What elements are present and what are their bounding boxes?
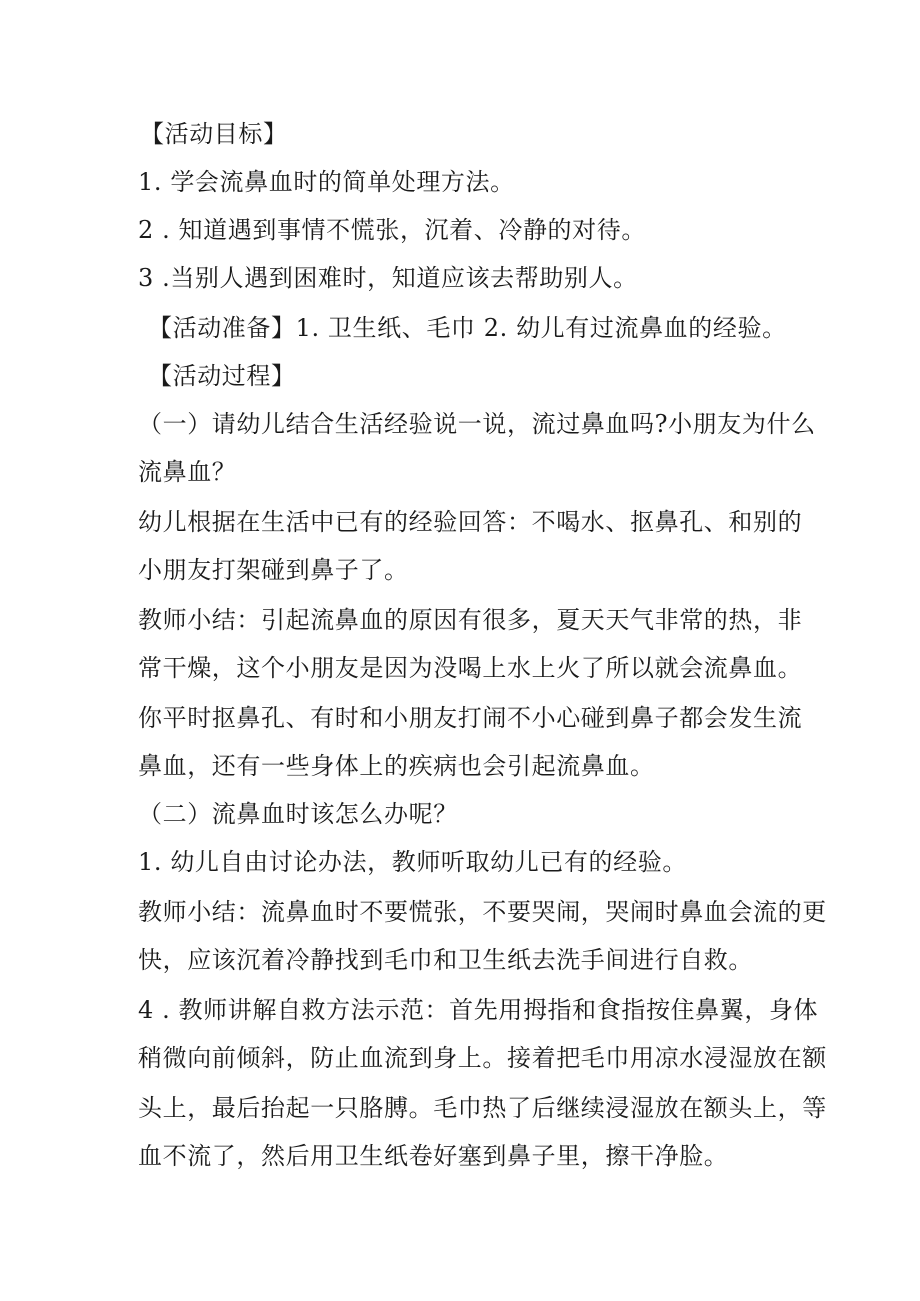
part1-question-line-2: 流鼻血？: [138, 458, 237, 486]
part2-item-4-line-3: 头上，最后抬起一只胳膊。毛巾热了后继续浸湿放在额头上，等: [138, 1094, 827, 1122]
process-heading: 【活动过程】: [148, 362, 296, 390]
goals-heading: 【活动目标】: [140, 120, 288, 148]
prep-paragraph: 【活动准备】1. 卫生纸、毛巾 2. 幼儿有过流鼻血的经验。: [148, 314, 787, 342]
part1-answer-line-1: 幼儿根据在生活中已有的经验回答：不喝水、抠鼻孔、和别的: [138, 508, 803, 536]
part1-summary-line-1: 教师小结：引起流鼻血的原因有很多，夏天天气非常的热，非: [138, 606, 803, 634]
part2-item-4-line-1: 4 . 教师讲解自救方法示范：首先用拇指和食指按住鼻翼，身体: [138, 996, 819, 1024]
part2-item-4-line-4: 血不流了，然后用卫生纸卷好塞到鼻子里，擦干净脸。: [138, 1142, 729, 1170]
part1-question-line-1: （一）请幼儿结合生活经验说一说，流过鼻血吗?小朋友为什么: [138, 410, 816, 438]
part1-answer-line-2: 小朋友打架碰到鼻子了。: [138, 556, 409, 584]
part1-summary-line-4: 鼻血，还有一些身体上的疾病也会引起流鼻血。: [138, 752, 655, 780]
goal-item-1: 1. 学会流鼻血时的简单处理方法。: [138, 168, 515, 196]
part1-summary-line-2: 常干燥，这个小朋友是因为没喝上水上火了所以就会流鼻血。: [138, 654, 803, 682]
part2-question: （二）流鼻血时该怎么办呢？: [138, 800, 458, 828]
part2-item-4-line-2: 稍微向前倾斜，防止血流到身上。接着把毛巾用凉水浸湿放在额: [138, 1044, 827, 1072]
part2-summary-line-1: 教师小结：流鼻血时不要慌张，不要哭闹，哭闹时鼻血会流的更: [138, 898, 827, 926]
part2-summary-line-2: 快，应该沉着冷静找到毛巾和卫生纸去洗手间进行自救。: [138, 946, 753, 974]
goal-item-2: 2 . 知道遇到事情不慌张，沉着、冷静的对待。: [138, 216, 646, 244]
part1-summary-line-3: 你平时抠鼻孔、有时和小朋友打闹不小心碰到鼻子都会发生流: [138, 704, 803, 732]
part2-item-1: 1. 幼儿自由讨论办法，教师听取幼儿已有的经验。: [138, 848, 687, 876]
goal-item-3: 3 .当别人遇到困难时，知道应该去帮助别人。: [138, 264, 638, 292]
